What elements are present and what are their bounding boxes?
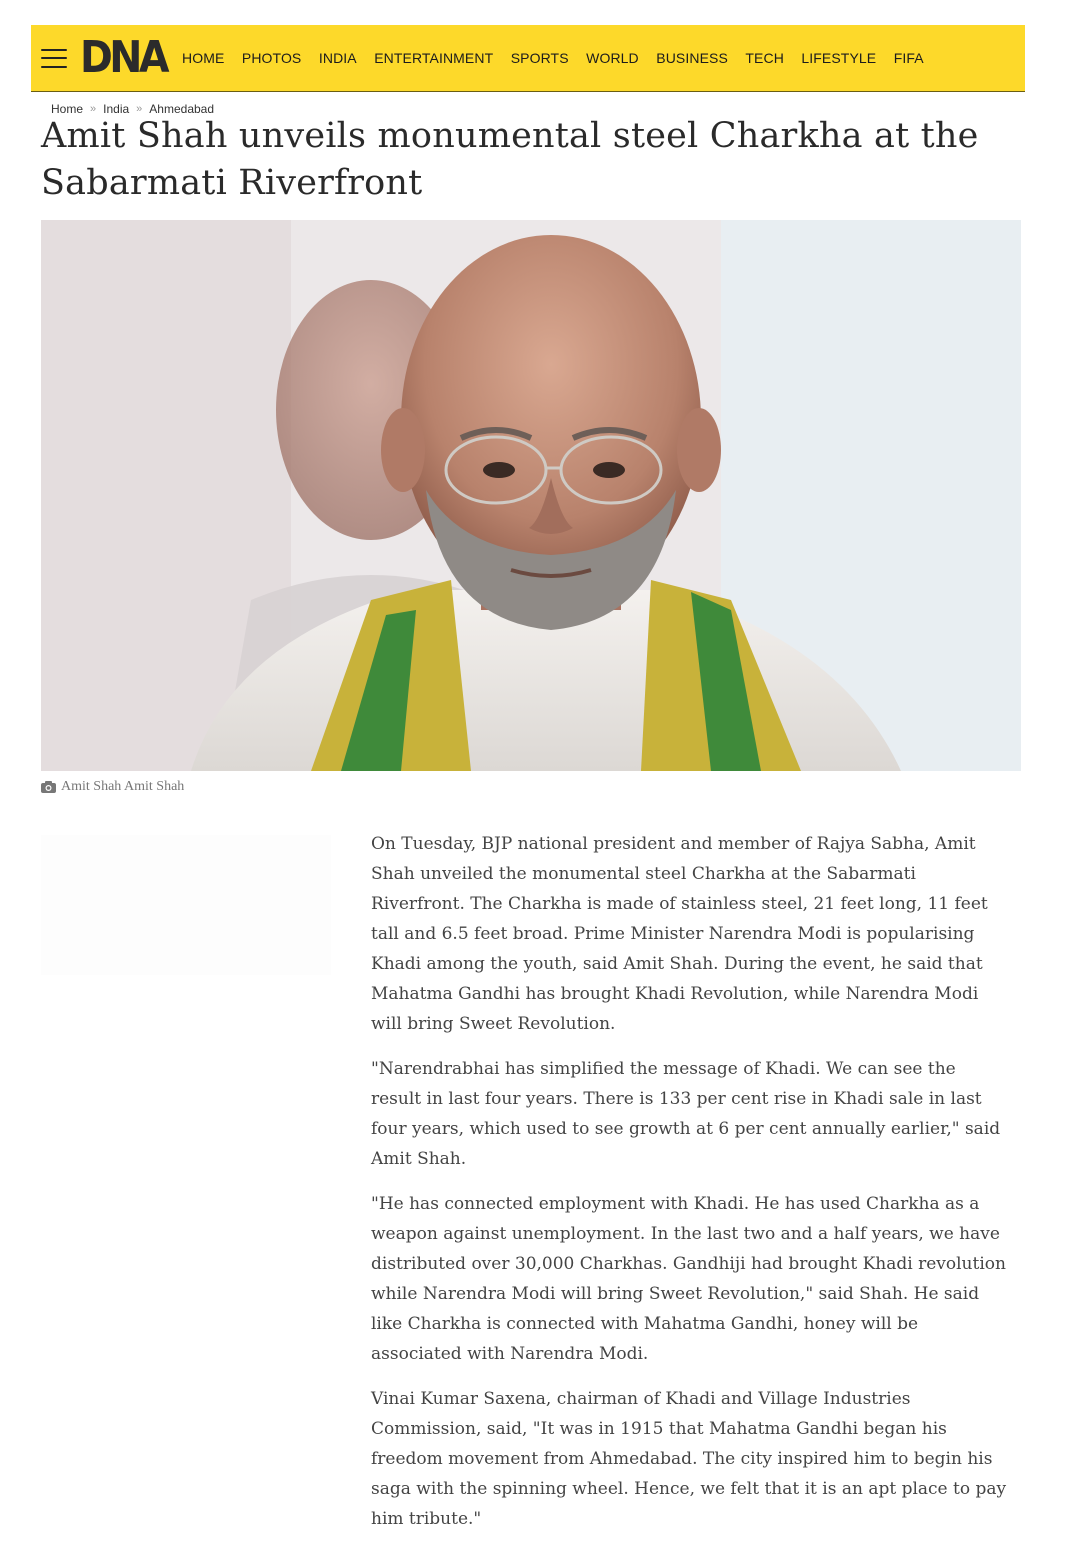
breadcrumb-separator: »	[90, 103, 97, 115]
nav-photos[interactable]: PHOTOS	[241, 50, 302, 66]
ad-slot	[41, 835, 331, 975]
site-header	[31, 25, 1025, 92]
nav-home[interactable]: HOME	[182, 50, 225, 66]
breadcrumb-home[interactable]: Home	[51, 102, 84, 116]
article-title: Amit Shah unveils monumental steel Charkha at the Sabarmati Riverfront	[41, 116, 979, 203]
caption-text: Amit Shah Amit Shah	[61, 779, 185, 794]
site-logo[interactable]: DNA	[80, 32, 166, 83]
article-paragraph: "Narendrabhai has simplified the message of Khadi. We can see the result in last four years. There is 133 per cent rise in Khadi sale in last four years, which used to see growth at 6 per cent annually earlier," said Amit Shah.	[371, 1059, 1001, 1169]
article-paragraph: "He has connected employment with Khadi. He has used Charkha as a weapon against unemployment. In the last two and a half years, we have distributed over 30,000 Charkhas. Gandhiji had brought Khadi revolution while Narendra Modi will bring Sweet Revolution," said Shah. He said like Charkha is connected with Mahatma Gandhi, honey will be associated with Narendra Modi.	[371, 1194, 1006, 1364]
nav-world[interactable]: WORLD	[586, 50, 639, 66]
article-paragraph: Vinai Kumar Saxena, chairman of Khadi and Village Industries Commission, said, "It was in 1915 that Mahatma Gandhi began his freedom movement from Ahmedabad. The city inspired him to begin his saga with the spinning wheel. Hence, we felt that it is an apt place to pay him tribute."	[371, 1389, 1007, 1529]
nav-india[interactable]: INDIA	[318, 50, 357, 66]
main-nav	[182, 50, 941, 66]
nav-sports[interactable]: SPORTS	[510, 50, 569, 66]
breadcrumb-ahmedabad[interactable]: Ahmedabad	[149, 102, 215, 116]
nav-business[interactable]: BUSINESS	[656, 50, 728, 66]
breadcrumb-india[interactable]: India	[103, 102, 130, 116]
nav-entertainment[interactable]: ENTERTAINMENT	[374, 50, 494, 66]
article-paragraph: On Tuesday, BJP national president and member of Rajya Sabha, Amit Shah unveiled the monumental steel Charkha at the Sabarmati Riverfront. The Charkha is made of stainless steel, 21 feet long, 11 feet tall and 6.5 feet broad. Prime Minister Narendra Modi is popularising Khadi among the youth, said Amit Shah. During the event, he said that Mahatma Gandhi has brought Khadi Revolution, while Narendra Modi will bring Sweet Revolution.	[371, 834, 988, 1034]
menu-icon[interactable]	[41, 49, 67, 68]
image-caption	[41, 779, 184, 795]
article-body	[371, 829, 1011, 1549]
breadcrumb-separator: »	[136, 103, 143, 115]
camera-icon	[41, 781, 56, 793]
nav-tech[interactable]: TECH	[745, 50, 784, 66]
nav-fifa[interactable]: FIFA	[893, 50, 924, 66]
nav-lifestyle[interactable]: LIFESTYLE	[801, 50, 877, 66]
article-hero-image	[41, 220, 1021, 771]
